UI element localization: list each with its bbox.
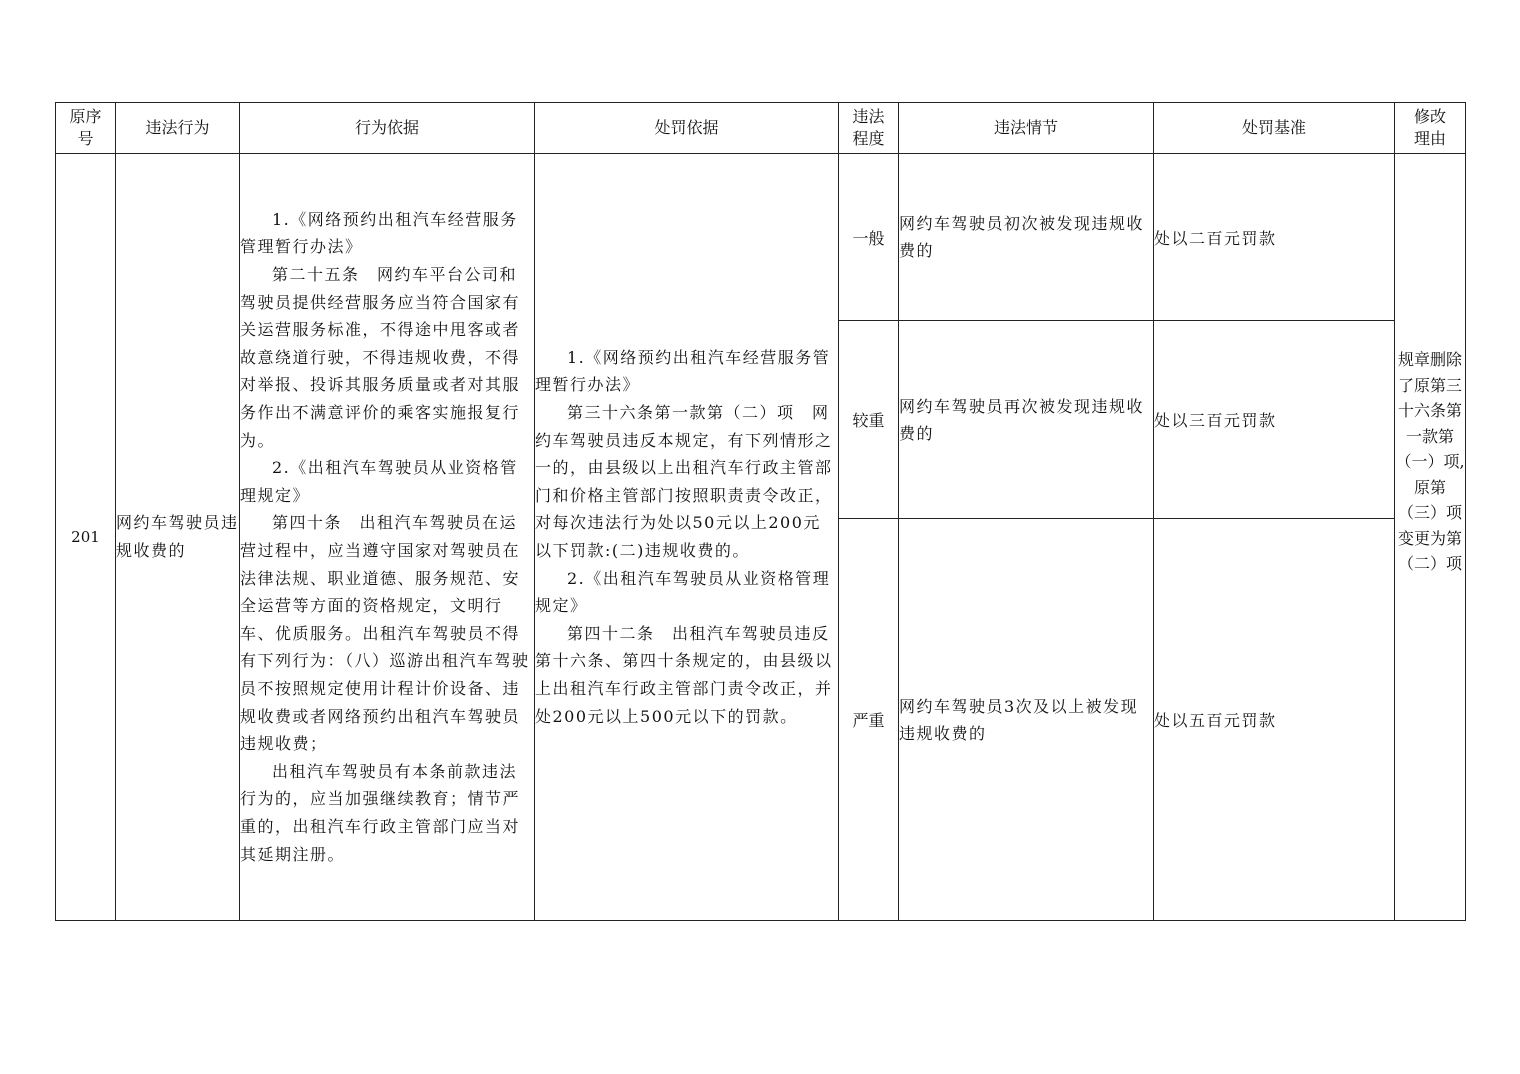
basis-paragraph: 2.《出租汽车驾驶员从业资格管理规定》 [240, 458, 518, 505]
row-seq: 201 [56, 154, 116, 921]
degree-serious: 较重 [839, 321, 899, 519]
header-row [56, 103, 1466, 154]
circumstance-general: 网约车驾驶员初次被发现违规收费的 [899, 154, 1154, 321]
degree-general: 一般 [839, 154, 899, 321]
row-conduct-basis [240, 154, 535, 921]
basis-paragraph: 第四十条 出租汽车驾驶员在运营过程中，应当遵守国家对驾驶员在法律法规、职业道德、服务规范、安全运营等方面的资格规定，文明行车、优质服务。出租汽车驾驶员不得有下列行为：（八）巡游出租汽车驾驶员不按照规定使用计程计价设备、违规收费或者网络预约出租汽车驾驶员违规收费； [240, 513, 530, 754]
standard-general: 处以二百元罚款 [1154, 154, 1395, 321]
header-degree: 违法程度 [839, 103, 899, 154]
basis-paragraph: 第二十五条 网约车平台公司和驾驶员提供经营服务应当符合国家有关运营服务标准，不得途中甩客或者故意绕道行驶，不得违规收费，不得对举报、投诉其服务质量或者对其服务作出不满意评价的乘客实施报复行为。 [240, 265, 521, 450]
standard-severe: 处以五百元罚款 [1154, 519, 1395, 921]
header-circumstance: 违法情节 [899, 103, 1154, 154]
header-standard: 处罚基准 [1154, 103, 1395, 154]
basis-paragraph: 出租汽车驾驶员有本条前款违法行为的，应当加强继续教育；情节严重的，出租汽车行政主管部门应当对其延期注册。 [240, 761, 521, 864]
table-row [56, 154, 1466, 321]
row-reason [1395, 154, 1466, 921]
standard-serious: 处以三百元罚款 [1154, 321, 1395, 519]
penalty-standard-table [55, 102, 1466, 921]
penalty-paragraph: 第四十二条 出租汽车驾驶员违反第十六条、第四十条规定的，由县级以上出租汽车行政主管部门责令改正，并处200元以上500元以下的罚款。 [535, 623, 833, 726]
reason-text: 规章删除了原第三十六条第一款第（一）项,原第（三）项变更为第（二）项 [1395, 350, 1465, 574]
circumstance-serious: 网约车驾驶员再次被发现违规收费的 [899, 321, 1154, 519]
row-violation: 网约车驾驶员违规收费的 [116, 154, 240, 921]
degree-severe: 严重 [839, 519, 899, 921]
header-seq: 原序号 [56, 103, 116, 154]
circumstance-severe: 网约车驾驶员3次及以上被发现违规收费的 [899, 519, 1154, 921]
basis-paragraph: 1.《网络预约出租汽车经营服务管理暂行办法》 [240, 209, 518, 257]
penalty-paragraph: 2.《出租汽车驾驶员从业资格管理规定》 [535, 568, 831, 616]
row-penalty-basis [535, 154, 839, 921]
penalty-paragraph: 1.《网络预约出租汽车经营服务管理暂行办法》 [535, 347, 831, 395]
header-act: 违法行为 [116, 103, 240, 154]
penalty-paragraph: 第三十六条第一款第（二）项 网约车驾驶员违反本规定，有下列情形之一的，由县级以上出租汽车行政主管部门和价格主管部门按照职责责令改正，对每次违法行为处以50元以上200元以下罚款:(二)违规收费的。 [535, 403, 833, 560]
header-basis: 行为依据 [240, 103, 535, 154]
header-reason: 修改理由 [1395, 103, 1466, 154]
header-penalty: 处罚依据 [535, 103, 839, 154]
